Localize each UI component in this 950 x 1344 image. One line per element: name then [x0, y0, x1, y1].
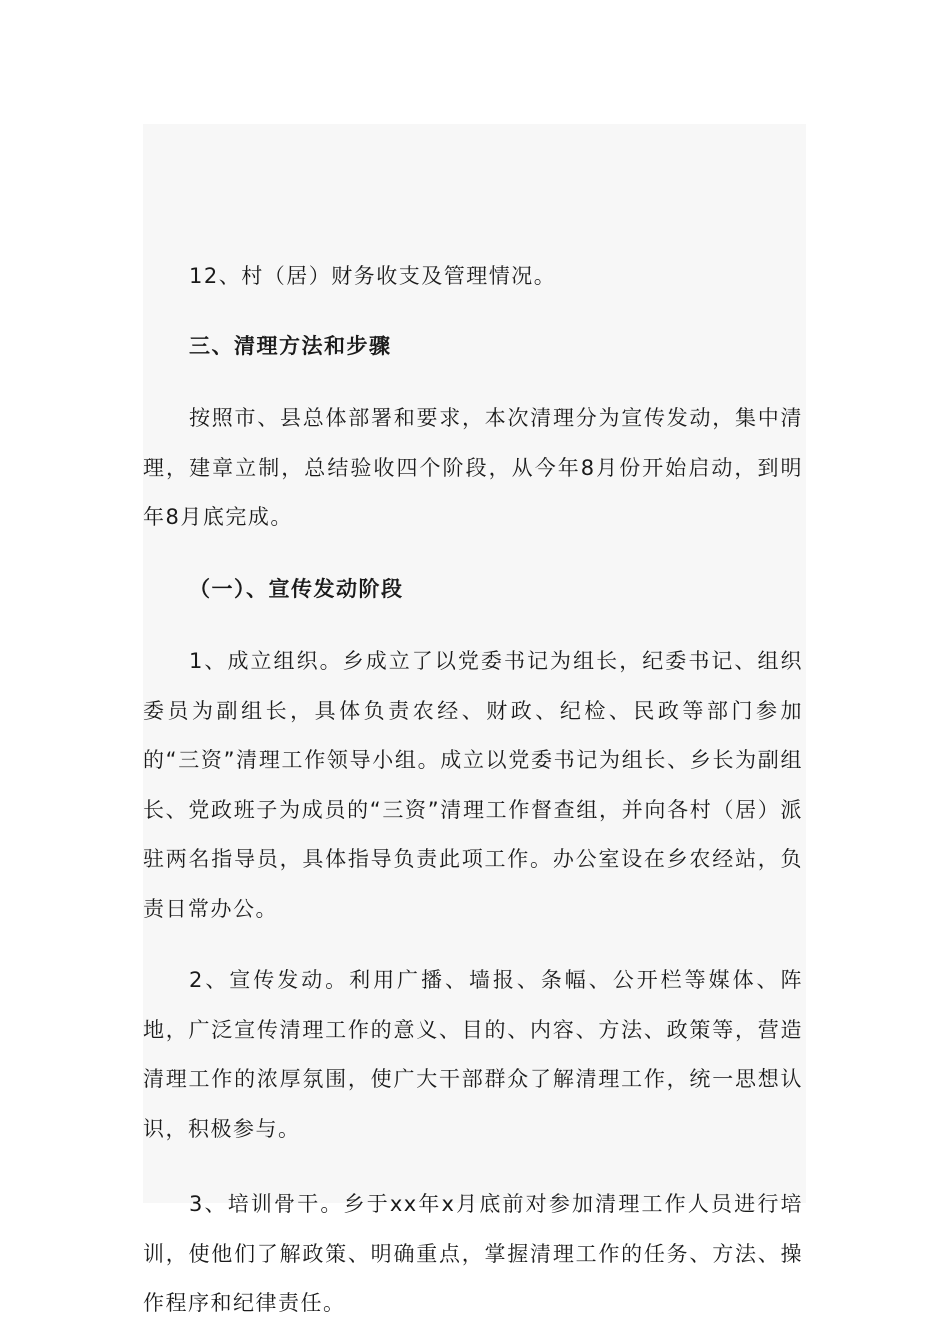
step-3-paragraph: 3、培训骨干。乡于xx年x月底前对参加清理工作人员进行培训，使他们了解政策、明确重点，掌握清理工作的任务、方法、操作程序和纪律责任。: [143, 1192, 803, 1315]
step-1-paragraph: 1、成立组织。乡成立了以党委书记为组长，纪委书记、组织委员为副组长，具体负责农经、财政、纪检、民政等部门参加的“三资”清理工作领导小组。成立以党委书记为组长、乡长为副组长、党政班子为成员的“三资”清理工作督查组，并向各村（居）派驻两名指导员，具体指导负责此项工作。办公室设在乡农经站，负责日常办公。: [143, 649, 803, 921]
step-2-paragraph: 2、宣传发动。利用广播、墙报、条幅、公开栏等媒体、阵地，广泛宣传清理工作的意义、目的、内容、方法、政策等，营造清理工作的浓厚氛围，使广大干部群众了解清理工作，统一思想认识，积极参与。: [143, 968, 803, 1141]
intro-paragraph: 按照市、县总体部署和要求，本次清理分为宣传发动，集中清理，建章立制，总结验收四个阶段，从今年8月份开始启动，到明年8月底完成。: [143, 406, 803, 529]
document-page: [143, 124, 806, 1315]
subsection-heading: （一）、宣传发动阶段: [189, 577, 404, 601]
section-heading: 三、清理方法和步骤: [189, 334, 392, 358]
list-item-12: 12、村（居）财务收支及管理情况。: [189, 264, 557, 288]
